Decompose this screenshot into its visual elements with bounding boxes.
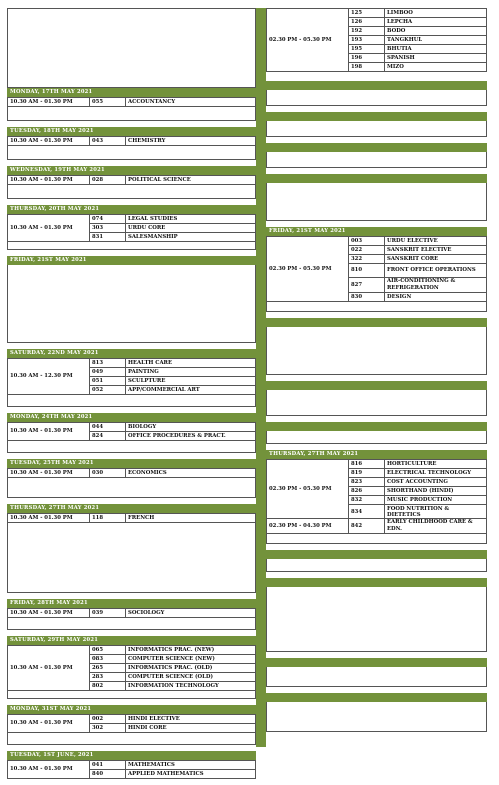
subject-name: HINDI ELECTIVE [126,715,256,724]
subject-name: BODO [385,27,487,36]
empty-cell [7,242,256,250]
right-column [266,8,487,738]
empty-cell [7,441,256,453]
empty-band [266,318,487,327]
empty-cell [7,265,256,343]
subject-code: 802 [90,682,126,691]
table-row [8,609,256,618]
time-cell: 02.30 PM - 04.30 PM [267,519,349,534]
date-band: MONDAY, 24TH MAY 2021 [7,413,256,422]
table-row [8,137,256,146]
time-cell: 02.30 PM - 05.30 PM [267,9,349,72]
subject-name: EARLY CHILDHOOD CARE & EDN. [385,519,487,534]
subject-name: BIOLOGY [126,423,256,432]
time-cell: 10.30 AM - 01.30 PM [8,469,90,478]
empty-cell [7,8,256,88]
empty-band [266,658,487,667]
subject-code: 302 [90,724,126,733]
schedule-table [266,8,487,72]
subject-name: OFFICE PROCEDURES & PRACT. [126,432,256,441]
date-band: THURSDAY, 27TH MAY 2021 [266,450,487,459]
subject-code: 002 [90,715,126,724]
time-cell: 10.30 AM - 01.30 PM [8,137,90,146]
subject-name: CHEMISTRY [126,137,256,146]
subject-code: 039 [90,609,126,618]
subject-code: 198 [349,63,385,72]
subject-code: 193 [349,36,385,45]
empty-cell [266,702,487,732]
subject-name: SHORTHAND (HINDI) [385,487,487,496]
gap [266,72,487,81]
subject-code: 832 [349,496,385,505]
table-row [8,98,256,107]
subject-name: LEPCHA [385,18,487,27]
time-cell: 10.30 AM - 01.30 PM [8,423,90,441]
subject-name: FOOD NUTRITION & DIETETICS [385,505,487,519]
subject-code: 126 [349,18,385,27]
date-band: MONDAY, 17TH MAY 2021 [7,88,256,97]
subject-code: 819 [349,469,385,478]
subject-name: MIZO [385,63,487,72]
subject-code: 322 [349,255,385,264]
subject-name: PAINTING [126,368,256,377]
subject-code: 830 [349,293,385,302]
subject-code: 083 [90,655,126,664]
date-band: TUESDAY, 25TH MAY 2021 [7,459,256,468]
subject-name: POLITICAL SCIENCE [126,176,256,185]
subject-code: 816 [349,460,385,469]
table-row [8,359,256,368]
subject-name: SANSKRIT CORE [385,255,487,264]
schedule-table [7,468,256,478]
subject-code: 827 [349,278,385,293]
subject-code: 195 [349,45,385,54]
subject-name: ECONOMICS [126,469,256,478]
empty-cell [7,733,256,745]
table-row [8,715,256,724]
subject-name: MUSIC PRODUCTION [385,496,487,505]
time-cell: 10.30 AM - 01.30 PM [8,609,90,618]
subject-name: AIR-CONDITIONING & REFRIGERATION [385,278,487,293]
table-row [8,761,256,770]
subject-code: 003 [349,237,385,246]
subject-name: HINDI CORE [126,724,256,733]
empty-cell [266,431,487,444]
subject-name: INFORMATICS PRAC. (NEW) [126,646,256,655]
table-row [8,423,256,432]
subject-code: 810 [349,264,385,278]
subject-name: ELECTRICAL TECHNOLOGY [385,469,487,478]
time-cell: 10.30 AM - 12.30 PM [8,359,90,395]
subject-name: FRONT OFFICE OPERATIONS [385,264,487,278]
table-row [267,519,487,534]
schedule-table [7,358,256,395]
empty-cell [266,121,487,137]
table-row [267,9,487,18]
schedule-table [7,645,256,691]
empty-cell [266,390,487,416]
column-divider [256,8,266,747]
empty-cell [266,534,487,544]
schedule-table [266,459,487,534]
date-band: FRIDAY, 21ST MAY 2021 [266,227,487,236]
time-cell: 02.30 PM - 05.30 PM [267,237,349,302]
subject-code: 118 [90,514,126,523]
empty-band [266,112,487,121]
table-row [8,514,256,523]
schedule-table [7,97,256,107]
subject-code: 052 [90,386,126,395]
subject-name: COMPUTER SCIENCE (NEW) [126,655,256,664]
empty-band [266,422,487,431]
subject-name: SPANISH [385,54,487,63]
date-band: TUESDAY, 1ST JUNE, 2021 [7,751,256,760]
subject-code: 030 [90,469,126,478]
time-cell: 10.30 AM - 01.30 PM [8,715,90,733]
date-band: SATURDAY, 22ND MAY 2021 [7,349,256,358]
time-cell: 02.30 PM - 05.30 PM [267,460,349,519]
subject-code: 065 [90,646,126,655]
table-row [8,215,256,224]
subject-name: HORTICULTURE [385,460,487,469]
subject-name: APP/COMMERCIAL ART [126,386,256,395]
date-band: TUESDAY, 18TH MAY 2021 [7,127,256,136]
subject-name: INFORMATICS PRAC. (OLD) [126,664,256,673]
subject-code: 043 [90,137,126,146]
empty-cell [266,152,487,168]
time-cell: 10.30 AM - 01.30 PM [8,176,90,185]
subject-name: SCULPTURE [126,377,256,386]
empty-band [266,174,487,183]
subject-name: INFORMATION TECHNOLOGY [126,682,256,691]
empty-band [266,143,487,152]
table-row [8,646,256,655]
subject-code: 265 [90,664,126,673]
date-band: WEDNESDAY, 19TH MAY 2021 [7,166,256,175]
subject-code: 125 [349,9,385,18]
empty-cell [7,185,256,199]
subject-code: 813 [90,359,126,368]
empty-cell [7,107,256,121]
schedule-table [7,214,256,242]
subject-name: SOCIOLOGY [126,609,256,618]
time-cell: 10.30 AM - 01.30 PM [8,646,90,691]
table-row [8,469,256,478]
subject-code: 196 [349,54,385,63]
subject-name: SANSKRIT ELECTIVE [385,246,487,255]
subject-name: APPLIED MATHEMATICS [126,770,256,779]
subject-code: 055 [90,98,126,107]
subject-name: SALESMANSHIP [126,233,256,242]
time-cell: 10.30 AM - 01.30 PM [8,215,90,242]
subject-name: COMPUTER SCIENCE (OLD) [126,673,256,682]
subject-name: FRENCH [126,514,256,523]
empty-cell [266,559,487,572]
subject-code: 022 [349,246,385,255]
table-row [8,176,256,185]
empty-band [266,578,487,587]
subject-name: MATHEMATICS [126,761,256,770]
subject-name: ACCOUNTANCY [126,98,256,107]
schedule-table [266,236,487,302]
schedule-table [7,608,256,618]
subject-name: URDU ELECTIVE [385,237,487,246]
subject-name: COST ACCOUNTING [385,478,487,487]
subject-code: 303 [90,224,126,233]
subject-name: BHUTIA [385,45,487,54]
date-band: THURSDAY, 27TH MAY 2021 [7,504,256,513]
date-band: FRIDAY, 28TH MAY 2021 [7,599,256,608]
subject-name: DESIGN [385,293,487,302]
empty-cell [266,327,487,375]
schedule-table [7,513,256,523]
empty-band [266,693,487,702]
schedule-table [7,136,256,146]
subject-code: 192 [349,27,385,36]
subject-code: 049 [90,368,126,377]
empty-cell [7,523,256,593]
empty-cell [7,146,256,160]
subject-code: 824 [90,432,126,441]
left-column [7,8,256,785]
empty-cell [266,667,487,687]
empty-cell [266,183,487,221]
schedule-table [7,175,256,185]
date-band: SATURDAY, 29TH MAY 2021 [7,636,256,645]
subject-code: 823 [349,478,385,487]
subject-code: 041 [90,761,126,770]
empty-cell [7,618,256,630]
subject-name: HEALTH CARE [126,359,256,368]
table-row [267,460,487,469]
empty-band [266,81,487,90]
empty-cell [7,395,256,407]
subject-name: TANGKHUL [385,36,487,45]
date-band: MONDAY, 31ST MAY 2021 [7,705,256,714]
time-cell: 10.30 AM - 01.30 PM [8,98,90,107]
subject-code: 074 [90,215,126,224]
time-cell: 10.30 AM - 01.30 PM [8,761,90,779]
empty-band [266,381,487,390]
empty-cell [266,587,487,652]
gap [266,732,487,738]
empty-cell [266,90,487,106]
subject-code: 051 [90,377,126,386]
schedule-table [7,714,256,733]
subject-code: 826 [349,487,385,496]
date-band: THURSDAY, 20TH MAY 2021 [7,205,256,214]
subject-name: URDU CORE [126,224,256,233]
empty-cell [7,691,256,699]
gap [7,779,256,785]
schedule-table [7,760,256,779]
empty-cell [266,302,487,312]
subject-code: 834 [349,505,385,519]
subject-code: 044 [90,423,126,432]
subject-code: 842 [349,519,385,534]
subject-code: 283 [90,673,126,682]
empty-band [266,550,487,559]
date-band: FRIDAY, 21ST MAY 2021 [7,256,256,265]
subject-code: 028 [90,176,126,185]
empty-cell [7,478,256,498]
subject-name: LEGAL STUDIES [126,215,256,224]
time-cell: 10.30 AM - 01.30 PM [8,514,90,523]
subject-code: 831 [90,233,126,242]
schedule-table [7,422,256,441]
table-row [267,237,487,246]
subject-name: LIMBOO [385,9,487,18]
subject-code: 840 [90,770,126,779]
